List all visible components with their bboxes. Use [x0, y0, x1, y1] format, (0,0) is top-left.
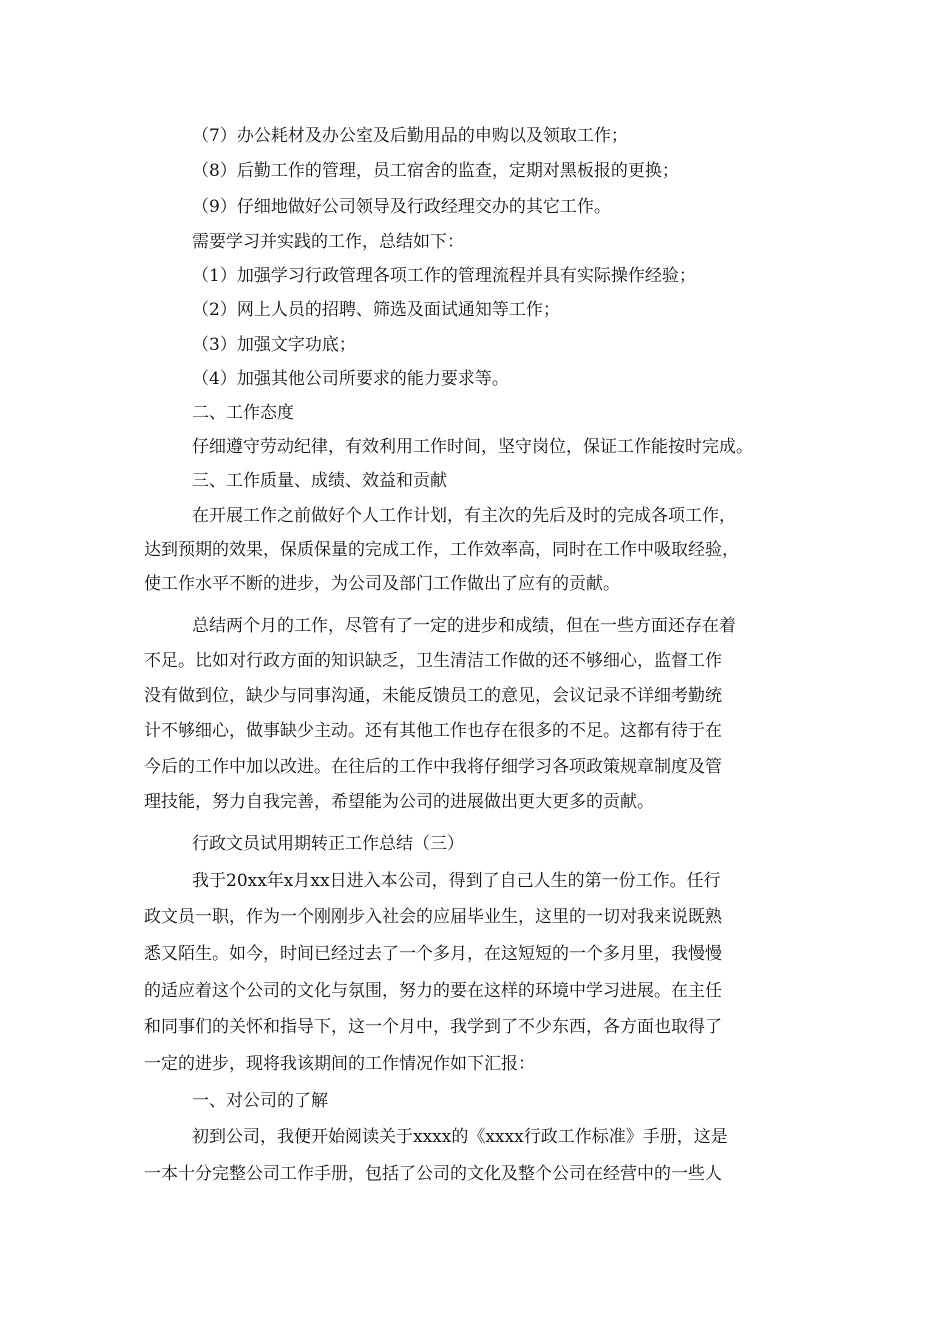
paragraph-line: 使工作水平不断的进步，为公司及部门工作做出了应有的贡献。	[144, 574, 620, 594]
list-item: （7）办公耗材及办公室及后勤用品的申购以及领取工作；	[192, 126, 628, 146]
paragraph-line: 需要学习并实践的工作，总结如下：	[192, 232, 464, 252]
paragraph-line: 理技能，努力自我完善，希望能为公司的进展做出更大更多的贡献。	[144, 792, 654, 812]
document-title: 行政文员试用期转正工作总结（三）	[192, 834, 464, 854]
list-item: （4）加强其他公司所要求的能力要求等。	[192, 369, 509, 389]
paragraph-line: 悉又陌生。如今，时间已经过去了一个多月，在这短短的一个多月里，我慢慢	[144, 944, 722, 964]
paragraph-line: 达到预期的效果，保质保量的完成工作，工作效率高，同时在工作中吸取经验，	[144, 540, 739, 560]
list-item: （9）仔细地做好公司领导及行政经理交办的其它工作。	[192, 197, 611, 217]
paragraph-line: 在开展工作之前做好个人工作计划，有主次的先后及时的完成各项工作，	[192, 506, 736, 526]
paragraph-line: 总结两个月的工作，尽管有了一定的进步和成绩，但在一些方面还存在着	[192, 616, 736, 636]
paragraph-line: 仔细遵守劳动纪律，有效利用工作时间，坚守岗位，保证工作能按时完成。	[192, 437, 753, 457]
list-item: （3）加强文字功底；	[192, 335, 356, 355]
paragraph-line: 今后的工作中加以改进。在往后的工作中我将仔细学习各项政策规章制度及管	[144, 757, 722, 777]
paragraph-line: 和同事们的关怀和指导下，这一个月中，我学到了不少东西，各方面也取得了	[144, 1017, 722, 1037]
paragraph-line: 初到公司，我便开始阅读关于xxxx的《xxxx行政工作标准》手册，这是	[192, 1127, 728, 1147]
paragraph-line: 不足。比如对行政方面的知识缺乏，卫生清洁工作做的还不够细心，监督工作	[144, 651, 722, 671]
paragraph-line: 一定的进步，现将我该期间的工作情况作如下汇报：	[144, 1054, 535, 1074]
paragraph-line: 一本十分完整公司工作手册，包括了公司的文化及整个公司在经营中的一些人	[144, 1164, 722, 1184]
list-item: （8）后勤工作的管理，员工宿舍的监查，定期对黑板报的更换；	[192, 161, 679, 181]
paragraph-line: 的适应着这个公司的文化与氛围，努力的要在这样的环境中学习进展。在主任	[144, 981, 722, 1001]
list-item: （2）网上人员的招聘、筛选及面试通知等工作；	[192, 300, 560, 320]
paragraph-line: 计不够细心，做事缺少主动。还有其他工作也存在很多的不足。这都有待于在	[144, 721, 722, 741]
paragraph-line: 我于20xx年x月xx日进入本公司，得到了自己人生的第一份工作。任行	[192, 871, 721, 891]
paragraph-line: 没有做到位，缺少与同事沟通，未能反馈员工的意见，会议记录不详细考勤统	[144, 686, 722, 706]
section-heading: 二、工作态度	[192, 403, 294, 423]
section-heading: 三、工作质量、成绩、效益和贡献	[192, 471, 447, 491]
paragraph-line: 政文员一职，作为一个刚刚步入社会的应届毕业生，这里的一切对我来说既熟	[144, 907, 722, 927]
section-heading: 一、对公司的了解	[192, 1091, 328, 1111]
list-item: （1）加强学习行政管理各项工作的管理流程并具有实际操作经验；	[192, 266, 696, 286]
